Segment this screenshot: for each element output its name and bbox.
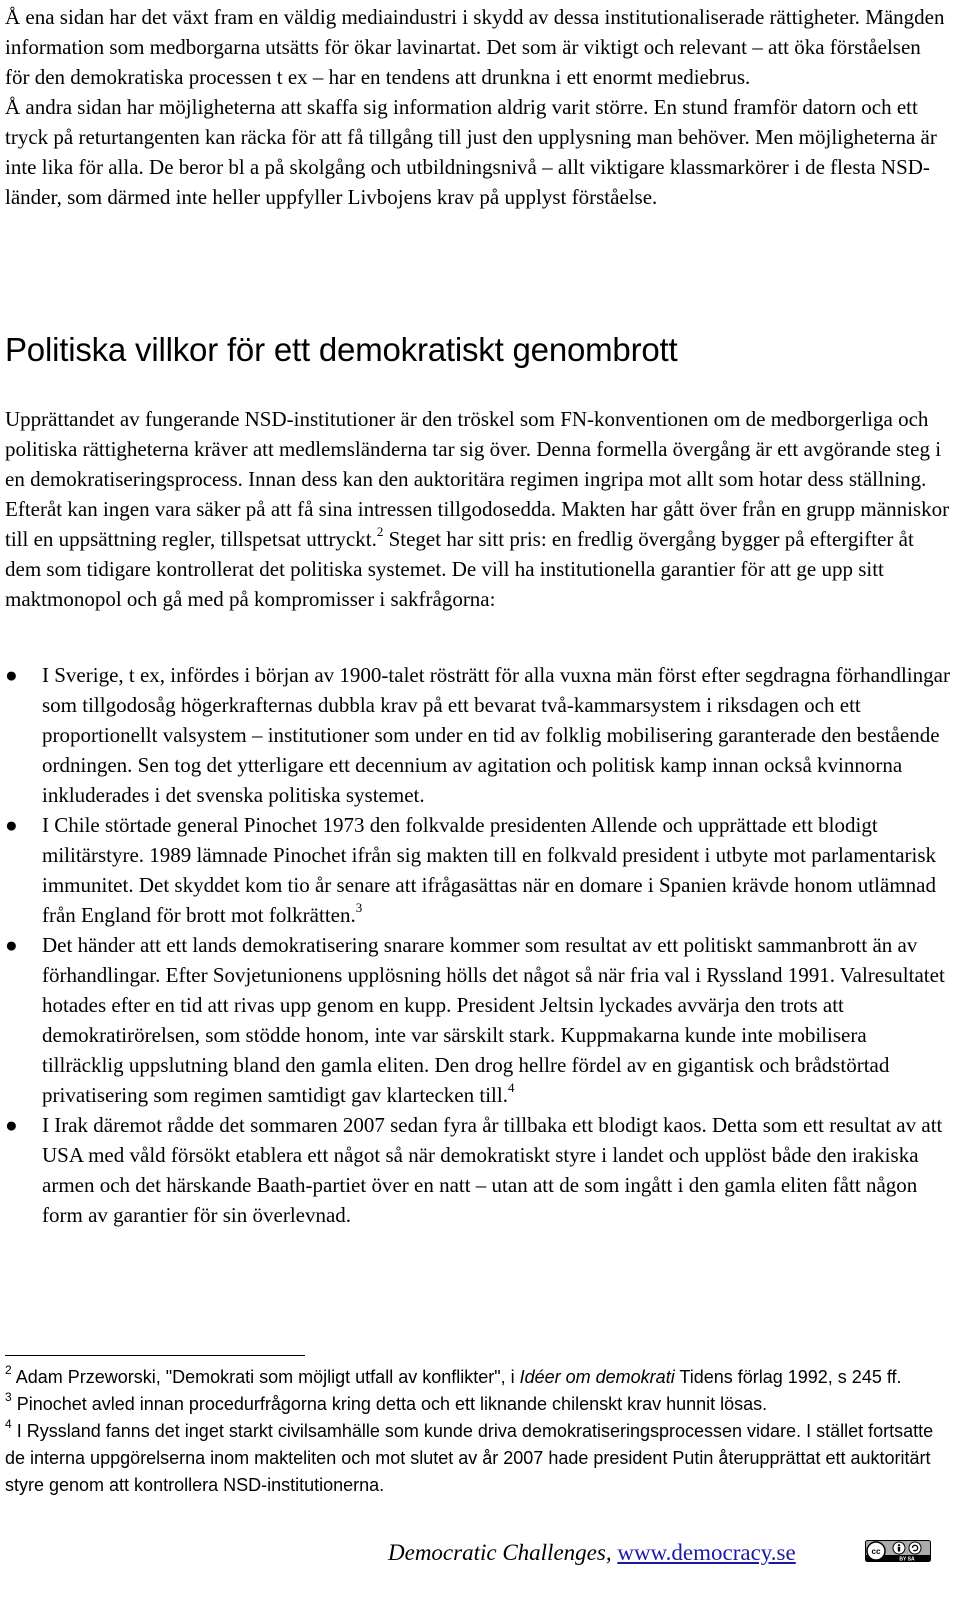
bullet-item-sweden bbox=[0, 660, 950, 810]
footnote-text-after: Tidens förlag 1992, s 245 ff. bbox=[674, 1367, 902, 1387]
bullet-text: I Sverige, t ex, infördes i början av 1900-talet rösträtt för alla vuxna män först efter segdragna förhandlingar som tillgodosåg högerkrafternas dubbla krav på ett bevarat två-kammarsystem i riksdagen och ett proportionellt valsystem – institutioner som under en tid av folklig mobilisering garanterade den bestående ordningen. Sen tog det ytterligare ett decennium av agitation och politisk kamp innan också kvinnorna inkluderades i det svenska politiska systemet. bbox=[42, 663, 950, 807]
intro-paragraph-part-1: Å ena sidan har det växt fram en väldig mediaindustri i skydd av dessa institutionaliserade rättigheter. Mängden information som medborgarna utsätts för ökar lavinartat. Det som är viktigt och relevant – att öka förståelsen för den demokratiska processen t ex – har en tendens att drunkna i ett enormt mediebrus. bbox=[5, 5, 945, 89]
bullet-item-russia bbox=[0, 930, 950, 1110]
footer-website-link[interactable]: www.democracy.se bbox=[617, 1540, 796, 1565]
footnote-book-title: Idéer om demokrati bbox=[519, 1367, 675, 1387]
footer-title: Democratic Challenges bbox=[388, 1540, 606, 1565]
bullet-text: I Irak däremot rådde det sommaren 2007 sedan fyra år tillbaka ett blodigt kaos. Detta som ett resultat av att USA med våld försökt etablera ett något så när demokratiskt styre i landet och upplöst både den irakiska armen och det härskande Baath-partiet över en natt – utan att de som ingått i den gamla eliten fått någon form av garantier för sin överlevnad. bbox=[42, 1113, 943, 1227]
footnote-number: 4 bbox=[5, 1417, 12, 1431]
footnote-3 bbox=[5, 1391, 950, 1418]
bullet-text: Det händer att ett lands demokratisering snarare kommer som resultat av ett politiskt sammanbrott än av förhandlingar. Efter Sovjetunionens upplösning hölls det något så när fria val i Ryssland 1991. Valresultatet hotades efter en tid att rivas upp genom en kupp. President Jeltsin lyckades avvärja den trots att demokratirörelsen, som stödde honom, inte var särskilt stark. Kuppmakarna kunde inte mobilisera tillräcklig uppslutning bland den gamla eliten. Den drog hellre fördel av en gigantisk och brådstörtad privatisering som regimen samtidigt gav klartecken till. bbox=[42, 933, 945, 1107]
footnote-text: I Ryssland fanns det inget starkt civilsamhälle som kunde driva demokratiseringsprocessen vidare. I stället fortsatte de interna uppgörelserna inom makteliten och mot slutet av år 2007 hade president Putin återupprättat ett auktoritärt styre genom att kontrollera NSD-institutionerna. bbox=[5, 1421, 934, 1495]
page-footer bbox=[388, 1537, 796, 1569]
section-paragraph-text-b: Steget har sitt pris: en fredlig övergång bygger på eftergifter åt dem som tidigare kontrollerat det politiska systemet. De vill ha institutionella garantier för att ge upp sitt maktmonopol och gå med på kompromisser i sakfrågorna: bbox=[5, 527, 914, 611]
footnote-number: 2 bbox=[5, 1363, 12, 1377]
footnote-2 bbox=[5, 1364, 950, 1391]
section-paragraph-text-a: Upprättandet av fungerande NSD-institutioner är den tröskel som FN-konventionen om de medborgerliga och politiska rättigheterna kräver att medlemsländerna tar sig över. Denna formella övergång är ett avgörande steg i en demokratiseringsprocess. Innan dess kan den auktoritära regimen ingripa mot allt som hotar dess ställning. Efteråt kan ingen vara säker på att få sina intressen tillgodosedda. Makten har gått över från en grupp människor till en uppsättning regler, tillspetsat uttryckt. bbox=[5, 407, 950, 551]
section-heading: Politiska villkor för ett demokratiskt genombrott bbox=[5, 331, 678, 368]
footnote-divider bbox=[5, 1355, 305, 1356]
footer-separator: , bbox=[605, 1540, 618, 1565]
bullet-dot-icon: ● bbox=[5, 813, 18, 837]
bullet-list bbox=[0, 660, 950, 1230]
bullet-item-chile bbox=[0, 810, 950, 930]
footnote-4 bbox=[5, 1418, 950, 1499]
svg-text:cc: cc bbox=[871, 1547, 881, 1556]
creative-commons-by-sa-icon[interactable] bbox=[865, 1540, 931, 1562]
footnote-number: 3 bbox=[5, 1390, 12, 1404]
bullet-dot-icon: ● bbox=[5, 663, 18, 687]
section-paragraph bbox=[5, 404, 950, 614]
intro-paragraph bbox=[5, 2, 950, 212]
bullet-dot-icon: ● bbox=[5, 1113, 18, 1137]
footnotes bbox=[5, 1364, 950, 1499]
cc-badge-text: BY SA bbox=[899, 1556, 915, 1562]
intro-paragraph-part-2: Å andra sidan har möjligheterna att skaffa sig information aldrig varit större. En stund framför datorn och ett tryck på returtangenten kan räcka för att få tillgång till just den upplysning man behöver. Men möjligheterna är inte lika för alla. De beror bl a på skolgång och utbildningsnivå – allt viktigare klassmarkörer i de flesta NSD-länder, som därmed inte heller uppfyller Livbojens krav på upplyst förståelse. bbox=[5, 95, 937, 209]
bullet-dot-icon: ● bbox=[5, 933, 18, 957]
footnote-text: Pinochet avled innan procedurfrågorna kring detta och ett liknande chilenskt krav hunnit lösas. bbox=[16, 1394, 768, 1414]
footnote-text: Adam Przeworski, "Demokrati som möjligt utfall av konflikter", i bbox=[15, 1367, 520, 1387]
bullet-text: I Chile störtade general Pinochet 1973 den folkvalde presidenten Allende och upprättade ett blodigt militärstyre. 1989 lämnade Pinochet ifrån sig makten till en folkvald president i utbyte mot parlamentarisk immunitet. Det skyddet kom tio år senare att ifrågasättas när en domare i Spanien krävde honom utlämnad från England för brott mot folkrätten. bbox=[42, 813, 937, 927]
bullet-item-iraq bbox=[0, 1110, 950, 1230]
footnote-ref-2[interactable]: 2 bbox=[376, 524, 384, 539]
footnote-ref-4[interactable]: 4 bbox=[507, 1080, 515, 1095]
footnote-ref-3[interactable]: 3 bbox=[355, 900, 363, 915]
